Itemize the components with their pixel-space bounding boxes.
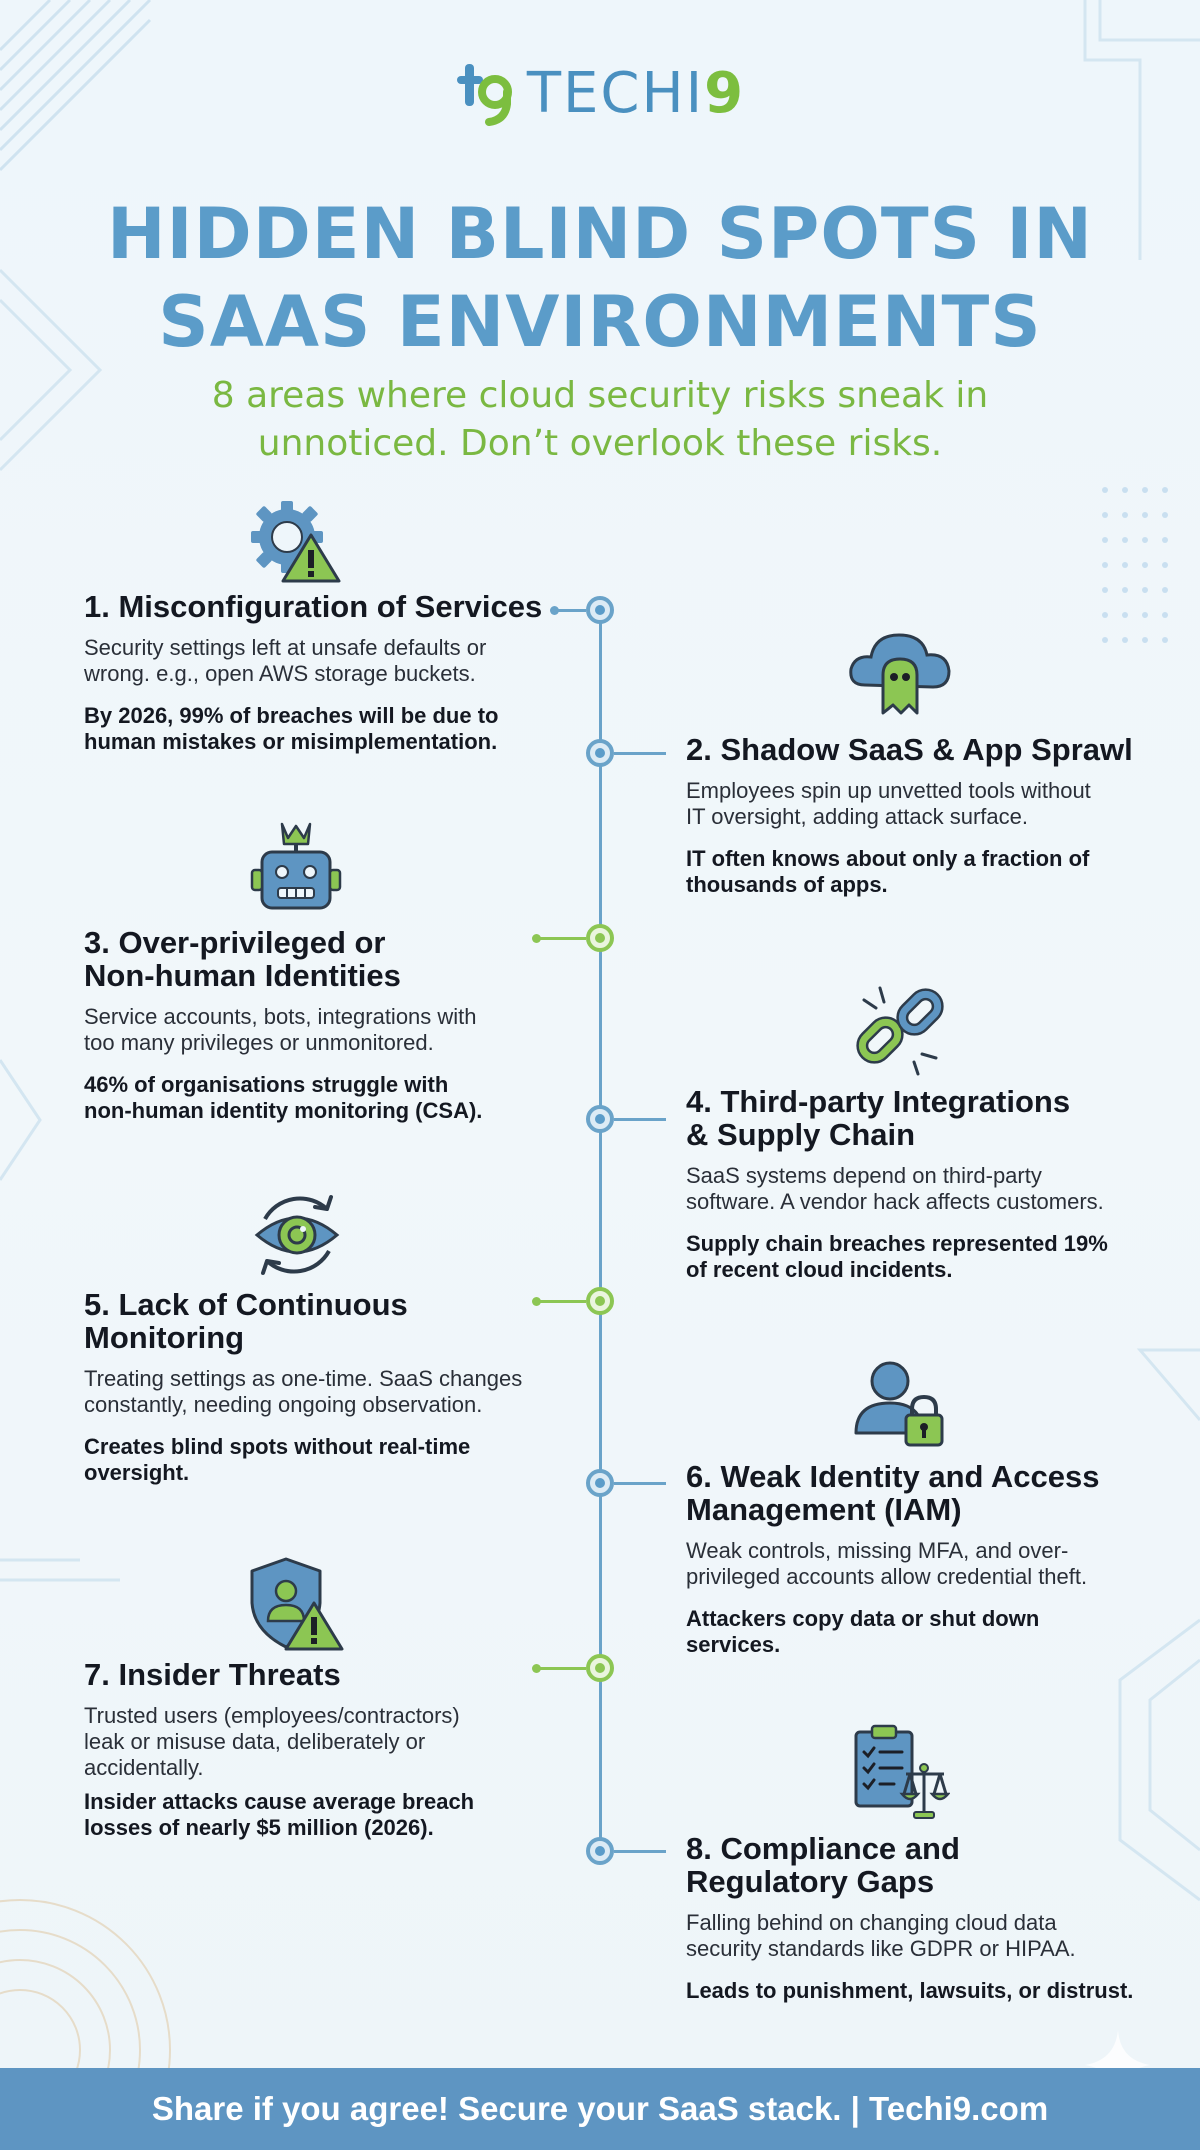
page-title	[0, 190, 1200, 366]
brand-logo	[0, 60, 1200, 131]
eye-refresh-icon	[247, 1185, 347, 1285]
risk-heading-5	[84, 1288, 554, 1354]
risk-item-2	[686, 733, 1156, 898]
stat-line: human mistakes or misimplementation.	[84, 729, 498, 754]
risk-item-4	[686, 1085, 1156, 1283]
risk-item-1	[84, 590, 554, 755]
subtitle-line-1: 8 areas where cloud security risks sneak in	[211, 375, 989, 416]
desc-line: too many privileges or unmonitored.	[84, 1030, 434, 1055]
connector-8	[614, 1850, 666, 1853]
desc-line: Employees spin up unvetted tools without	[686, 778, 1091, 803]
risk-item-3	[84, 926, 554, 1124]
heading-line: & Supply Chain	[686, 1117, 916, 1152]
heading-line: 2. Shadow SaaS & App Sprawl	[686, 732, 1133, 767]
risk-description-4	[686, 1163, 1156, 1215]
shield-user-warning-icon	[246, 1555, 346, 1655]
heading-line: Management (IAM)	[686, 1492, 962, 1527]
desc-line: wrong. e.g., open AWS storage buckets.	[84, 661, 476, 686]
desc-line: security standards like GDPR or HIPAA.	[686, 1936, 1076, 1961]
heading-line: 7. Insider Threats	[84, 1657, 341, 1692]
timeline-node-2	[586, 739, 614, 767]
stat-line: non-human identity monitoring (CSA).	[84, 1098, 483, 1123]
logo-text: TECHI	[526, 60, 705, 126]
timeline-node-8	[586, 1837, 614, 1865]
desc-line: Treating settings as one-time. SaaS changes	[84, 1366, 523, 1391]
desc-line: leak or misuse data, deliberately or	[84, 1729, 426, 1754]
stat-line: oversight.	[84, 1460, 190, 1485]
risk-description-5	[84, 1366, 554, 1418]
heading-line: Non-human Identities	[84, 958, 401, 993]
stat-line: Creates blind spots without real-time	[84, 1434, 471, 1459]
crowned-robot-icon	[246, 820, 346, 920]
footer-banner: Share if you agree! Secure your SaaS stack. | Techi9.com	[0, 2068, 1200, 2150]
desc-line: privileged accounts allow credential theft.	[686, 1564, 1088, 1589]
title-line-1: HIDDEN BLIND SPOTS IN	[106, 193, 1094, 275]
gear-warning-icon	[245, 495, 345, 585]
connector-2	[614, 752, 666, 755]
desc-line: IT oversight, adding attack surface.	[686, 804, 1028, 829]
risk-heading-6	[686, 1460, 1156, 1526]
stat-line: Attackers copy data or shut down	[686, 1606, 1040, 1631]
subtitle-line-2: unnoticed. Don’t overlook these risks.	[257, 423, 943, 464]
risk-heading-8	[686, 1832, 1156, 1898]
risk-item-6	[686, 1460, 1156, 1658]
stat-line: 46% of organisations struggle with	[84, 1072, 449, 1097]
risk-stat-5	[84, 1434, 554, 1486]
risk-stat-7	[84, 1789, 554, 1841]
title-line-2: SAAS ENVIRONMENTS	[158, 281, 1042, 363]
stat-line: IT often knows about only a fraction of	[686, 846, 1090, 871]
risk-description-8	[686, 1910, 1156, 1962]
desc-line: accidentally.	[84, 1755, 204, 1780]
desc-line: Service accounts, bots, integrations with	[84, 1004, 477, 1029]
risk-item-5	[84, 1288, 554, 1486]
stat-line: Supply chain breaches represented 19%	[686, 1231, 1108, 1256]
desc-line: SaaS systems depend on third-party	[686, 1163, 1042, 1188]
risk-heading-3	[84, 926, 554, 992]
stat-line: of recent cloud incidents.	[686, 1257, 953, 1282]
risk-heading-1	[84, 590, 554, 623]
stat-line: Insider attacks cause average breach	[84, 1789, 475, 1814]
heading-line: 3. Over-privileged or	[84, 925, 386, 960]
checklist-scales-icon	[850, 1722, 950, 1822]
desc-line: software. A vendor hack affects customers.	[686, 1189, 1104, 1214]
heading-line: Monitoring	[84, 1320, 245, 1355]
desc-line: constantly, needing ongoing observation.	[84, 1392, 483, 1417]
stat-line: services.	[686, 1632, 781, 1657]
connector-1	[554, 609, 586, 612]
connector-4	[614, 1118, 666, 1121]
desc-line: Weak controls, missing MFA, and over-	[686, 1538, 1069, 1563]
risk-description-3	[84, 1004, 554, 1056]
risk-stat-3	[84, 1072, 554, 1124]
broken-chain-icon	[850, 980, 950, 1080]
risk-heading-2	[686, 733, 1156, 766]
risk-description-2	[686, 778, 1156, 830]
logo-accent: 9	[704, 60, 746, 126]
risk-item-8	[686, 1832, 1156, 2004]
user-lock-icon	[850, 1355, 950, 1455]
risk-description-1	[84, 635, 554, 687]
risk-stat-6	[686, 1606, 1156, 1658]
risk-heading-7	[84, 1658, 554, 1691]
heading-line: 6. Weak Identity and Access	[686, 1459, 1100, 1494]
risk-heading-4	[686, 1085, 1156, 1151]
stat-line: losses of nearly $5 million (2026).	[84, 1815, 434, 1840]
stat-line: By 2026, 99% of breaches will be due to	[84, 703, 499, 728]
risk-description-7	[84, 1703, 554, 1781]
cloud-ghost-icon	[845, 625, 955, 725]
connector-6	[614, 1482, 666, 1485]
desc-line: Trusted users (employees/contractors)	[84, 1703, 460, 1728]
page-subtitle	[0, 372, 1200, 468]
risk-stat-1	[84, 703, 554, 755]
risk-stat-2	[686, 846, 1156, 898]
desc-line: Security settings left at unsafe defaults or	[84, 635, 487, 660]
risk-stat-4	[686, 1231, 1156, 1283]
timeline-node-6	[586, 1469, 614, 1497]
timeline-node-5	[586, 1287, 614, 1315]
desc-line: Falling behind on changing cloud data	[686, 1910, 1057, 1935]
heading-line: 4. Third-party Integrations	[686, 1084, 1071, 1119]
heading-line: 5. Lack of Continuous	[84, 1287, 408, 1322]
techi9-logo-icon	[455, 60, 521, 126]
heading-line: Regulatory Gaps	[686, 1864, 935, 1899]
timeline-node-3	[586, 924, 614, 952]
timeline-node-7	[586, 1654, 614, 1682]
risk-description-6	[686, 1538, 1156, 1590]
stat-line: Leads to punishment, lawsuits, or distrust.	[686, 1978, 1134, 2003]
stat-line: thousands of apps.	[686, 872, 888, 897]
risk-item-7	[84, 1658, 554, 1841]
timeline-node-4	[586, 1105, 614, 1133]
timeline-node-1	[586, 596, 614, 624]
heading-line: 1. Misconfiguration of Services	[84, 589, 543, 624]
risk-stat-8	[686, 1978, 1156, 2004]
heading-line: 8. Compliance and	[686, 1831, 960, 1866]
